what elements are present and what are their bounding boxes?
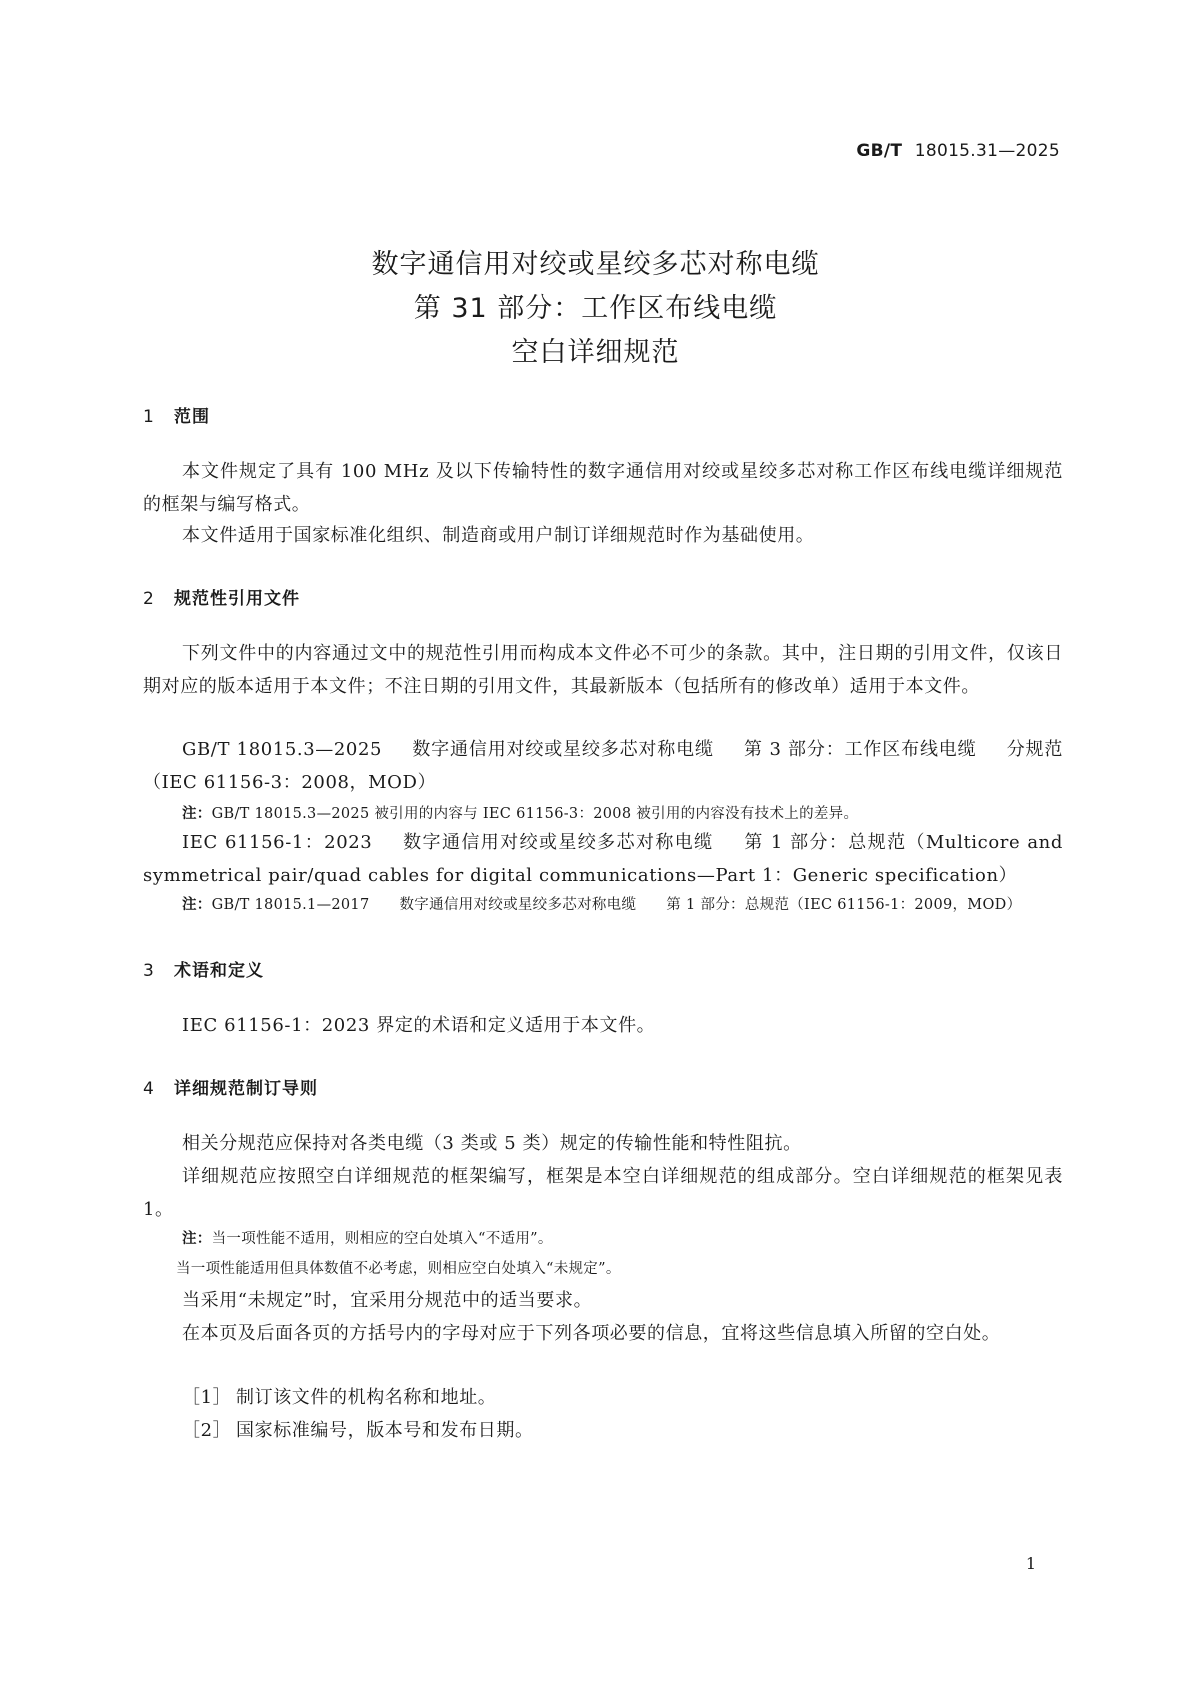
reference-1-title-b: 第 3 部分：工作区布线电缆	[743, 739, 977, 760]
reference-2	[143, 826, 1063, 892]
section-2-number: 2	[143, 589, 155, 609]
section-1-paragraph-2: 本文件适用于国家标准化组织、制造商或用户制订详细规范时作为基础使用。	[182, 525, 815, 546]
section-4-paragraph-4: 在本页及后面各页的方括号内的字母对应于下列各项必要的信息，宜将这些信息填入所留的空白处。	[182, 1323, 1001, 1344]
note-3-line-1: 当一项性能不适用，则相应的空白处填入“不适用”。	[211, 1231, 553, 1247]
section-4-number: 4	[143, 1079, 155, 1099]
section-4-heading	[143, 1074, 318, 1099]
reference-2-title-b: 第 1 部分：总规范（Multicore and symmetrical pair/quad cables for digital communications—Part 1：Generic specification）	[143, 832, 1063, 886]
list-item-mark: ［1］	[182, 1387, 232, 1408]
section-3-paragraph-1: IEC 61156-1：2023 界定的术语和定义适用于本文件。	[182, 1015, 656, 1036]
standard-prefix: GB/T	[856, 141, 903, 161]
standard-number: 18015.31—2025	[914, 141, 1060, 161]
note-3-continuation: 当一项性能适用但具体数值不必考虑，则相应空白处填入“未规定”。	[176, 1261, 621, 1277]
title-line-3: 空白详细规范	[511, 337, 680, 368]
title-line-1: 数字通信用对绞或星绞多芯对称电缆	[371, 249, 820, 280]
list-item	[182, 1381, 496, 1414]
section-4-paragraph-3: 当采用“未规定”时，宜采用分规范中的适当要求。	[182, 1290, 593, 1311]
section-3-number: 3	[143, 961, 155, 981]
title-line-2: 第 31 部分：工作区布线电缆	[413, 293, 778, 324]
note-2-code: GB/T 18015.1—2017	[211, 897, 370, 913]
list-item	[182, 1414, 534, 1447]
list-item-text: 国家标准编号，版本号和发布日期。	[236, 1420, 534, 1441]
note-2-title-a: 数字通信用对绞或星绞多芯对称电缆	[399, 897, 637, 913]
list-item-mark: ［2］	[182, 1420, 232, 1441]
section-2-paragraph-1: 下列文件中的内容通过文中的规范性引用而构成本文件必不可少的条款。其中，注日期的引用文件，仅该日期对应的版本适用于本文件；不注日期的引用文件，其最新版本（包括所有的修改单）适用于本文件。	[143, 643, 1063, 697]
page-number: 1	[1025, 1554, 1036, 1573]
document-title	[0, 243, 1191, 375]
note-1-label: 注：	[182, 806, 212, 822]
note-2-title-b: 第 1 部分：总规范（IEC 61156-1：2009，MOD）	[666, 897, 1022, 913]
reference-1-title-c: 分规范（IEC 61156-3：2008，MOD）	[143, 739, 1063, 793]
section-1-heading	[143, 402, 210, 427]
section-2-title: 规范性引用文件	[174, 589, 300, 609]
note-1	[182, 799, 1062, 829]
note-2	[182, 890, 1062, 920]
note-1-text: GB/T 18015.3—2025 被引用的内容与 IEC 61156-3：2008 被引用的内容没有技术上的差异。	[211, 806, 859, 822]
section-4-paragraph-1: 相关分规范应保持对各类电缆（3 类或 5 类）规定的传输性能和特性阻抗。	[182, 1133, 802, 1154]
reference-2-code: IEC 61156-1：2023	[182, 832, 373, 853]
section-4-paragraph-2: 详细规范应按照空白详细规范的框架编写，框架是本空白详细规范的组成部分。空白详细规范的框架见表 1。	[143, 1166, 1063, 1220]
section-1-number: 1	[143, 407, 155, 427]
section-3-heading	[143, 956, 264, 981]
note-2-label: 注：	[182, 897, 212, 913]
section-1-title: 范围	[174, 407, 210, 427]
section-2-heading	[143, 584, 300, 609]
section-1-paragraph-1: 本文件规定了具有 100 MHz 及以下传输特性的数字通信用对绞或星绞多芯对称工作区布线电缆详细规范的框架与编写格式。	[143, 461, 1063, 515]
note-3-label: 注：	[182, 1231, 212, 1247]
reference-1	[143, 733, 1063, 799]
section-4-title: 详细规范制订导则	[174, 1079, 318, 1099]
reference-2-title-a: 数字通信用对绞或星绞多芯对称电缆	[402, 832, 714, 853]
section-3-title: 术语和定义	[174, 961, 264, 981]
reference-1-code: GB/T 18015.3—2025	[182, 739, 383, 760]
standard-code	[856, 141, 1060, 161]
list-item-text: 制订该文件的机构名称和地址。	[236, 1387, 497, 1408]
note-3	[182, 1224, 1062, 1254]
reference-1-title-a: 数字通信用对绞或星绞多芯对称电缆	[412, 739, 714, 760]
